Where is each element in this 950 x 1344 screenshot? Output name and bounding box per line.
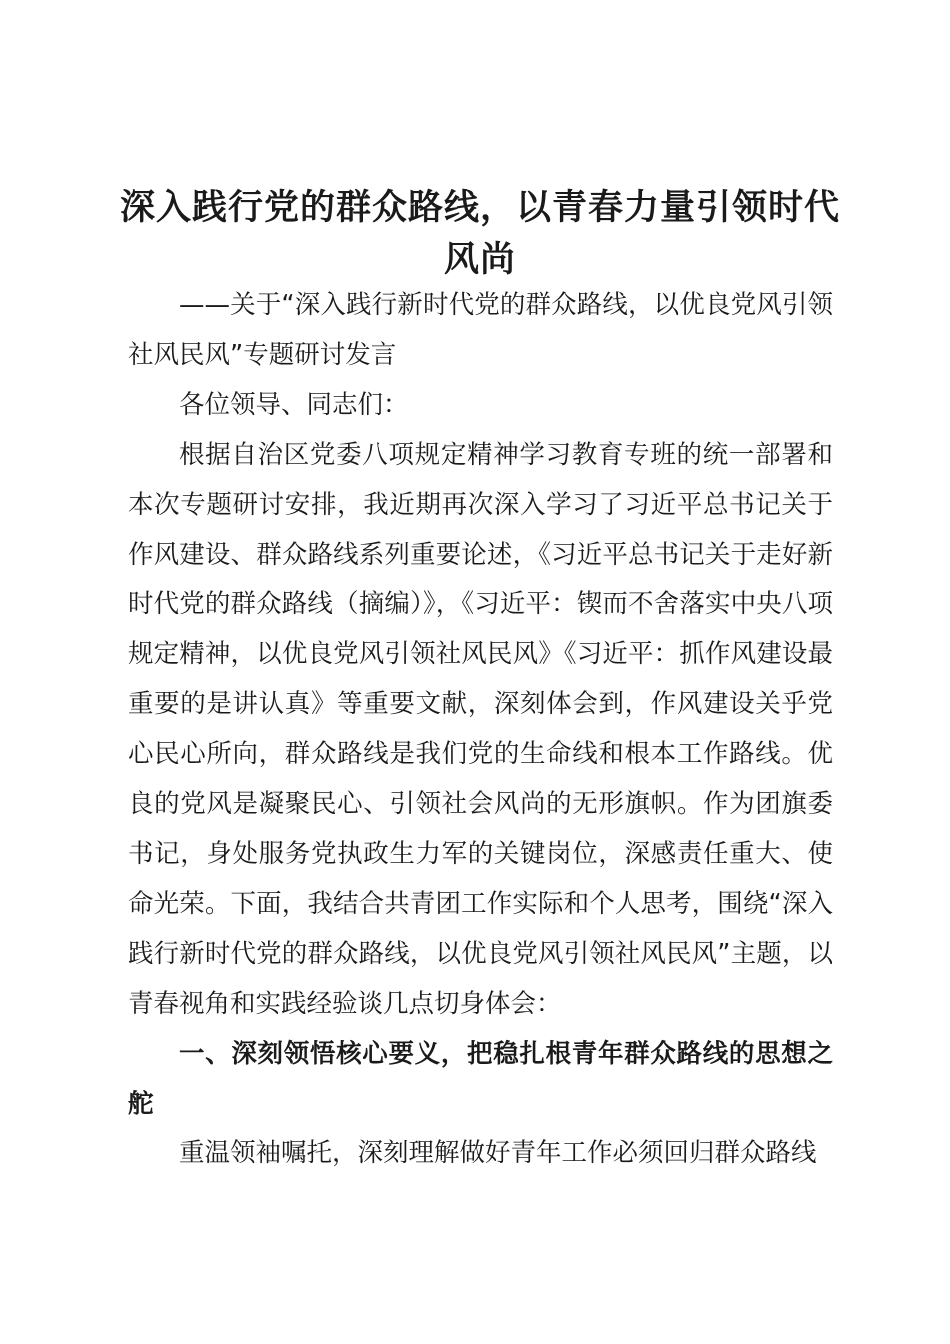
title-line-2: 风尚	[443, 240, 516, 280]
document-title	[110, 182, 850, 286]
subtitle: ——关于“深入践行新时代党的群众路线，以优良党风引领社风民风”专题研讨发言	[128, 290, 833, 370]
title-line-1: 深入践行党的群众路线，以青春力量引领时代	[119, 188, 840, 228]
paragraph-intro: 根据自治区党委八项规定精神学习教育专班的统一部署和本次专题研讨安排，我近期再次深入学习了习近平总书记关于作风建设、群众路线系列重要论述，《习近平总书记关于走好新时代党的群众路线（摘编）》，《习近平：锲而不舍落实中央八项规定精神，以优良党风引领社风民风》《习近平：抓作风建设最重要的是讲认真》等重要文献，深刻体会到，作风建设关乎党心民心所向，群众路线是我们党的生命线和根本工作路线。优良的党风是凝聚民心、引领社会风尚的无形旗帜。作为团旗委书记，身处服务党执政生力军的关键岗位，深感责任重大、使命光荣。下面，我结合共青团工作实际和个人思考，围绕“深入践行新时代党的群众路线，以优良党风引领社风民风”主题，以青春视角和实践经验谈几点切身体会：	[128, 439, 833, 1019]
paragraph-section-1: 重温领袖嘱托，深刻理解做好青年工作必须回归群众路线	[179, 1138, 817, 1169]
salutation: 各位领导、同志们：	[179, 389, 409, 420]
section-heading-1: 一、深刻领悟核心要义，把稳扎根青年群众路线的思想之舵	[128, 1038, 833, 1119]
document-body	[128, 281, 833, 1179]
